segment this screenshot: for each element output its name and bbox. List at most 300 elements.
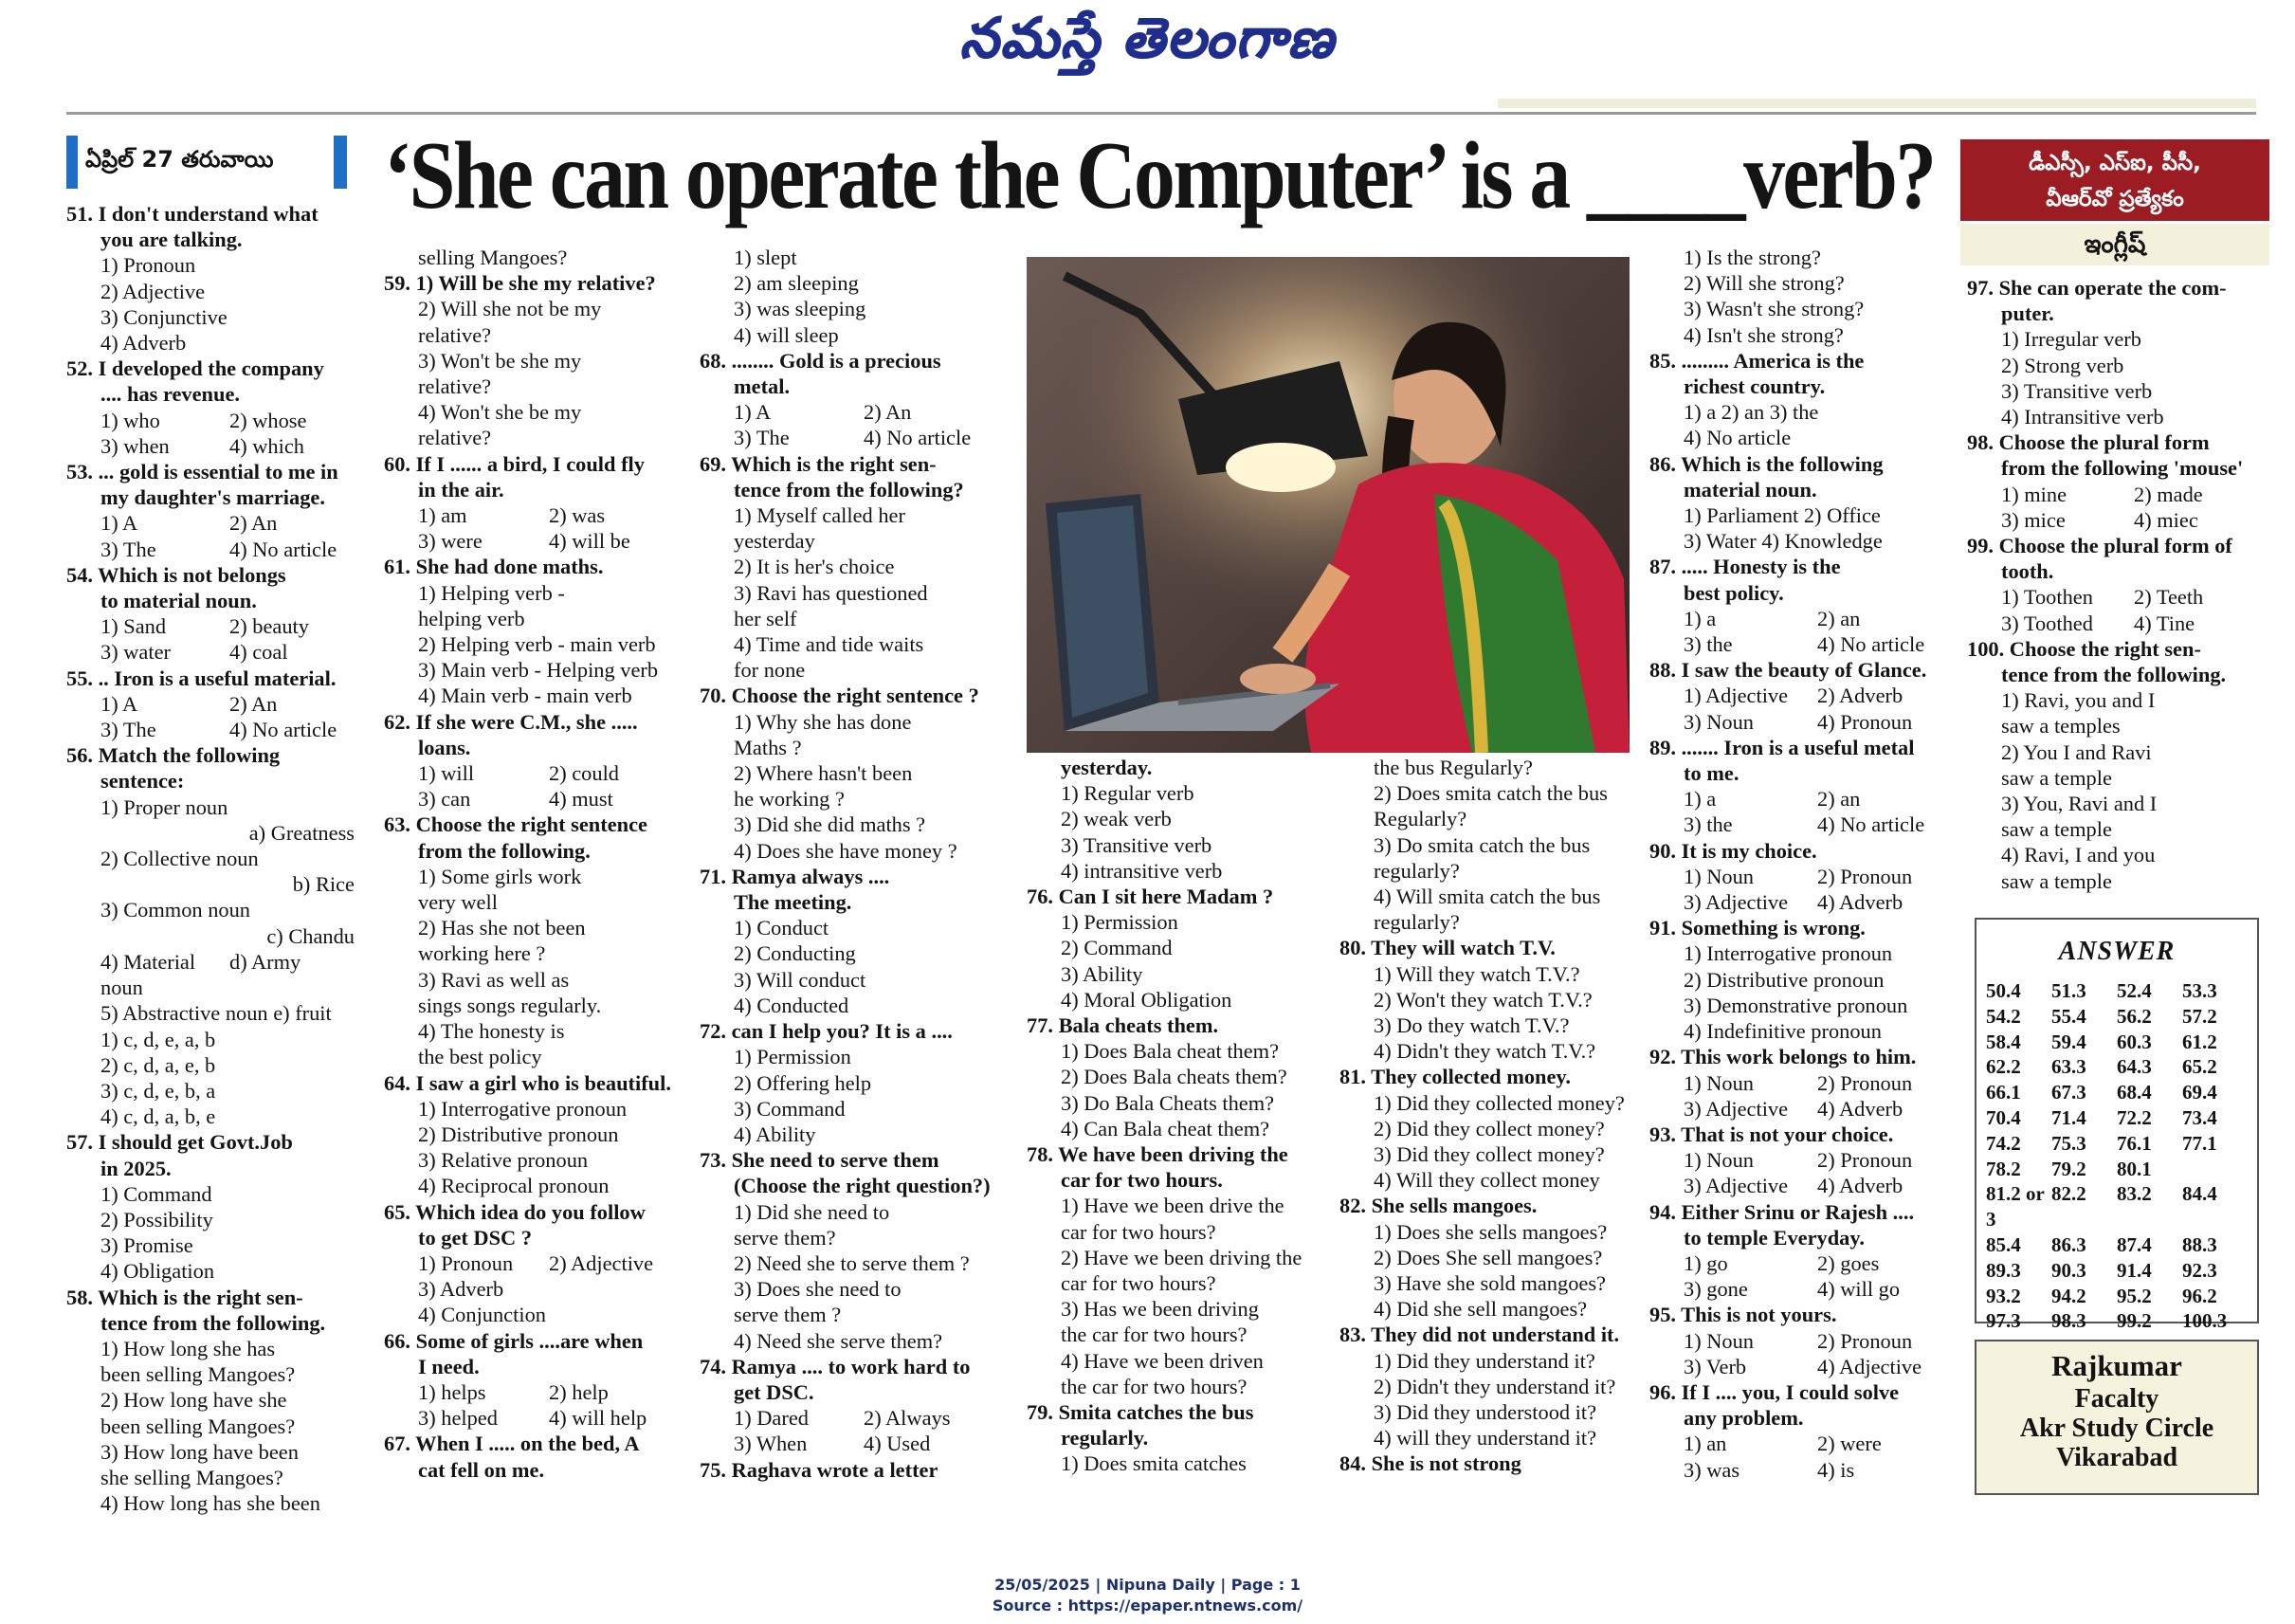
option-text: 3) water — [100, 640, 171, 665]
option-text: 3) Does she need to — [734, 1277, 902, 1302]
answer-cell: 85.4 — [1986, 1232, 2021, 1256]
option-text: 1) Command — [100, 1181, 212, 1206]
answer-cell: 65.2 — [2182, 1055, 2217, 1079]
question-text: 83. They did not understand it. — [1339, 1323, 1620, 1347]
option-text: she selling Mangoes? — [100, 1465, 283, 1489]
question-continuation: to me. — [1684, 761, 1739, 786]
question-continuation: my daughter's marriage. — [100, 485, 325, 510]
option-text: the best policy — [418, 1045, 542, 1069]
option-text: 2) made — [2134, 482, 2203, 506]
question-continuation: best policy. — [1684, 580, 1784, 605]
option-pair — [66, 510, 358, 536]
answer-cell: 92.3 — [2182, 1258, 2217, 1282]
option-pair — [700, 1431, 993, 1456]
option-text: her self — [734, 606, 797, 630]
option-text: 4) Ability — [734, 1122, 816, 1146]
question-continuation: richest country. — [1684, 374, 1826, 399]
option-pair — [384, 760, 680, 786]
question-continuation: tence from the following. — [2001, 663, 2227, 687]
option-text: the car for two hours? — [1061, 1374, 1248, 1398]
option-text: 1) Permission — [734, 1045, 851, 1069]
option-text: 2) Conducting — [734, 941, 856, 966]
question-continuation: any problem. — [1684, 1406, 1804, 1431]
option-text: a) Greatness — [248, 820, 355, 845]
option-text: 3) Will conduct — [734, 967, 866, 992]
option-text: 4) No article — [1684, 426, 1792, 450]
question-continuation: puter. — [2001, 301, 2054, 326]
question-text: 77. Bala cheats them. — [1027, 1013, 1219, 1038]
option-text: 4) Obligation — [100, 1259, 215, 1284]
answer-cell: 77.1 — [2182, 1131, 2217, 1155]
option-text: 4) Conducted — [734, 993, 849, 1017]
answer-cell: 80.1 — [2117, 1157, 2152, 1180]
answer-cell: 51.3 — [2051, 979, 2086, 1002]
option-text: the car for two hours? — [1061, 1323, 1248, 1347]
option-text: 2) Adjective — [100, 279, 206, 303]
option-text: 1) Have we been drive the — [1061, 1194, 1284, 1218]
option-pair — [66, 537, 358, 562]
answer-cell: 91.4 — [2117, 1258, 2152, 1282]
option-text: 4) Adverb — [100, 331, 187, 356]
option-pair — [66, 717, 358, 742]
question-text: 91. Something is wrong. — [1649, 916, 1866, 940]
option-text: 4) Conjunction — [418, 1303, 546, 1327]
masthead-title: నమస్తే తెలంగాణ — [959, 6, 1336, 70]
option-pair — [66, 433, 358, 459]
question-text: 97. She can operate the com- — [1967, 276, 2227, 300]
question-text: 75. Raghava wrote a letter — [700, 1457, 938, 1482]
option-text: 4) miec — [2134, 507, 2198, 532]
option-text: relative? — [418, 322, 492, 347]
option-text: 3) Do smita catch the bus — [1374, 832, 1591, 857]
option-pair — [384, 502, 680, 528]
option-text: 3) Did she did maths ? — [734, 812, 926, 837]
option-pair — [1649, 1096, 1951, 1122]
option-text: 1) an — [1684, 1432, 1727, 1456]
option-text: been selling Mangoes? — [100, 1362, 296, 1387]
option-text: 2) Distributive pronoun — [1684, 967, 1885, 992]
answer-cell: 90.3 — [2051, 1258, 2086, 1282]
option-text: 4) Intransitive verb — [2001, 405, 2164, 429]
option-pair — [384, 1250, 680, 1276]
answer-cell: 79.2 — [2051, 1157, 2086, 1180]
page-title: ‘She can operate the Computer’ is a ____verb? — [384, 122, 1935, 229]
answer-cell: 93.2 — [1986, 1284, 2021, 1307]
option-text: 2) Strong verb — [2001, 353, 2124, 377]
answer-cell: 68.4 — [2117, 1081, 2152, 1104]
option-text: 1) Does smita catches — [1061, 1451, 1247, 1476]
option-text: 1) helps — [418, 1379, 486, 1404]
option-pair — [1967, 584, 2267, 610]
option-text: 3) Ravi has questioned — [734, 580, 928, 605]
option-pair — [1967, 611, 2267, 636]
option-text: 4) Adverb — [1817, 1174, 1903, 1198]
option-text: 2) help — [549, 1379, 609, 1404]
question-text: 94. Either Srinu or Rajesh .... — [1649, 1199, 1915, 1224]
question-continuation: regularly. — [1061, 1426, 1149, 1451]
option-text: 2) Have we been driving the — [1061, 1245, 1302, 1269]
question-column-1 — [66, 201, 358, 1516]
question-text: 64. I saw a girl who is beautiful. — [384, 1070, 671, 1095]
option-text: 1) Sand — [100, 614, 167, 639]
option-text: been selling Mangoes? — [100, 1414, 296, 1438]
option-text: 1) Ravi, you and I — [2001, 688, 2156, 713]
question-text: 68. ........ Gold is a precious — [700, 348, 941, 373]
question-text: 90. It is my choice. — [1649, 838, 1817, 863]
option-text: 2) Collective noun — [100, 847, 259, 871]
question-text: 96. If I .... you, I could solve — [1649, 1379, 1900, 1404]
option-text: c) Chandu — [266, 923, 355, 948]
question-continuation: in the air. — [418, 477, 504, 502]
option-text: 2) Will she strong? — [1684, 271, 1845, 296]
option-pair — [1649, 812, 1951, 837]
option-pair — [1649, 786, 1951, 812]
question-continuation: from the following. — [418, 838, 591, 863]
option-text: 2) were — [1817, 1432, 1882, 1456]
answer-cell: 94.2 — [2051, 1284, 2086, 1307]
option-text: 4) Can Bala cheat them? — [1061, 1116, 1270, 1140]
answer-cell: 66.1 — [1986, 1081, 2021, 1104]
answer-cell: 56.2 — [2117, 1004, 2152, 1028]
answer-key — [1975, 918, 2259, 1333]
answer-cell: 86.3 — [2051, 1232, 2086, 1256]
option-text: 3) gone — [1684, 1277, 1748, 1302]
option-text: b) Rice — [292, 872, 355, 897]
option-pair — [1649, 1070, 1951, 1096]
option-text: sings songs regularly. — [418, 993, 602, 1017]
option-pair — [1649, 606, 1951, 631]
option-text: 1) c, d, e, a, b — [100, 1027, 216, 1051]
option-text: 2) How long have she — [100, 1388, 287, 1413]
option-text: 3) the — [1684, 812, 1733, 837]
question-text: 78. We have been driving the — [1027, 1142, 1288, 1167]
question-text: 74. Ramya .... to work hard to — [700, 1354, 971, 1378]
question-column-2 — [384, 245, 680, 1483]
option-text: 3) Did they collect money? — [1374, 1142, 1605, 1167]
option-text: 4) Adverb — [1817, 890, 1903, 915]
option-text: 2) am sleeping — [734, 271, 859, 296]
option-text: 2) An — [864, 400, 912, 425]
option-text: 3) The — [100, 537, 156, 561]
option-text: 3) Adjective — [1684, 1174, 1789, 1198]
answer-cell: 59.4 — [2051, 1030, 2086, 1053]
question-text: 56. Match the following — [66, 743, 281, 768]
option-text: saw a temples — [2001, 714, 2121, 739]
option-text: 1) Conduct — [734, 916, 829, 940]
option-pair — [1649, 1173, 1951, 1198]
option-text: 4) Reciprocal pronoun — [418, 1174, 610, 1198]
option-text: 2) Won't they watch T.V.? — [1374, 987, 1593, 1012]
question-column-6 — [1649, 245, 1951, 1483]
option-text: 4) Have we been driven — [1061, 1348, 1264, 1373]
option-text: 1) Noun — [1684, 1328, 1755, 1353]
option-text: 4) Adverb — [1817, 1096, 1903, 1121]
option-pair — [1967, 482, 2267, 507]
footer-page-info: 25/05/2025 | Nipuna Daily | Page : 1 — [994, 1576, 1301, 1594]
option-pair — [1649, 1354, 1951, 1379]
question-text: 60. If I ...... a bird, I could fly — [384, 451, 645, 476]
answer-cell: 83.2 — [2117, 1182, 2152, 1206]
option-text: 4) No article — [229, 537, 337, 561]
option-text: 2) goes — [1817, 1250, 1880, 1275]
option-text: 2) Always — [864, 1406, 951, 1431]
option-text: 4) Did she sell mangoes? — [1374, 1297, 1588, 1322]
question-text: 79. Smita catches the bus — [1027, 1400, 1254, 1425]
question-continuation: get DSC. — [734, 1379, 814, 1404]
option-text: 2) Helping verb - main verb — [418, 632, 656, 657]
option-text: 1) How long she has — [100, 1336, 276, 1360]
option-text: 1) am — [418, 503, 467, 528]
question-continuation: in 2025. — [100, 1156, 172, 1180]
option-text: working here ? — [418, 941, 546, 966]
option-text: 2) Has she not been — [418, 916, 586, 940]
option-text: 3) Main verb - Helping verb — [418, 658, 659, 683]
answer-cell: 84.4 — [2182, 1182, 2217, 1206]
option-text: 3) Water 4) Knowledge — [1684, 529, 1883, 554]
option-text: 1) mine — [2001, 482, 2067, 506]
option-text: relative? — [418, 374, 492, 399]
option-pair — [384, 1405, 680, 1431]
option-text: the bus Regularly? — [1374, 756, 1533, 779]
answer-cell: 50.4 — [1986, 979, 2021, 1002]
answer-cell: 70.4 — [1986, 1105, 2021, 1129]
option-text: 2) Does smita catch the bus — [1374, 781, 1608, 806]
question-continuation: loans. — [418, 735, 471, 759]
option-pair — [66, 408, 358, 433]
question-text: 66. Some of girls ....are when — [384, 1328, 644, 1353]
option-text: regularly? — [1374, 858, 1460, 883]
option-text: 1) Is the strong? — [1684, 246, 1821, 269]
question-text: 99. Choose the plural form of — [1967, 534, 2232, 558]
option-pair — [66, 613, 358, 639]
option-text: very well — [418, 890, 498, 915]
option-text: 4) c, d, a, b, e — [100, 1104, 216, 1129]
option-text: 3) Relative pronoun — [418, 1148, 589, 1173]
answer-cell: 55.4 — [2051, 1004, 2086, 1028]
option-text: 4) will sleep — [734, 322, 839, 347]
answer-cell: 95.2 — [2117, 1284, 2152, 1307]
question-continuation: tooth. — [2001, 559, 2054, 584]
option-text: 4) intransitive verb — [1061, 858, 1223, 883]
option-text: 3) How long have been — [100, 1439, 299, 1464]
option-text: 1) A — [100, 691, 138, 716]
option-text: 1) who — [100, 408, 160, 432]
question-continuation: to get DSC ? — [418, 1225, 533, 1250]
option-text: 1) Pronoun — [100, 253, 196, 278]
option-text: saw a temple — [2001, 765, 2112, 790]
question-continuation: I need. — [418, 1354, 480, 1378]
question-text: 61. She had done maths. — [384, 555, 604, 579]
option-text: 4) must — [549, 787, 613, 812]
option-text: 1) a — [1684, 787, 1717, 812]
option-text: 3) the — [1684, 632, 1733, 657]
exam-tag — [1960, 139, 2269, 221]
option-text: 3) Promise — [100, 1233, 193, 1258]
answer-cell: 58.4 — [1986, 1030, 2021, 1053]
answer-cell: 64.3 — [2117, 1055, 2152, 1079]
option-text: relative? — [418, 426, 492, 450]
option-text: 2) weak verb — [1061, 807, 1172, 831]
question-continuation: metal. — [734, 374, 791, 399]
option-text: 4) Does she have money ? — [734, 838, 957, 863]
option-text: 3) Has we been driving — [1061, 1297, 1259, 1322]
option-pair — [1649, 1328, 1951, 1354]
option-text: 1) will — [418, 761, 475, 786]
question-text: 54. Which is not belongs — [66, 562, 286, 587]
option-text: 2) Teeth — [2134, 585, 2204, 610]
question-continuation: The meeting. — [734, 890, 852, 915]
option-text: 4) Adjective — [1817, 1354, 1922, 1378]
answer-cell: 74.2 — [1986, 1131, 2021, 1155]
option-text: 3) were — [418, 529, 483, 554]
option-text: 1) Interrogative pronoun — [1684, 941, 1893, 966]
answer-cell: 81.2 or 3 — [1986, 1182, 2045, 1232]
option-pair — [700, 425, 993, 450]
answer-key-grid — [1976, 967, 2257, 1334]
question-text: 67. When I ..... on the bed, A — [384, 1432, 640, 1456]
option-text: 3) Adverb — [418, 1277, 504, 1302]
option-text: 4) will go — [1817, 1277, 1901, 1302]
option-text: 2) You I and Ravi — [2001, 739, 2152, 764]
option-text: 3) Ability — [1061, 961, 1143, 986]
option-text: 1) Adjective — [1684, 684, 1789, 708]
option-text: 3) The — [734, 426, 790, 450]
option-text: 1) A — [734, 400, 772, 425]
option-text: 2) An — [229, 691, 278, 716]
option-text: 3) Did they understood it? — [1374, 1400, 1597, 1425]
footer-source: Source : https://epaper.ntnews.com/ — [992, 1597, 1303, 1615]
option-text: 1) slept — [734, 246, 797, 269]
option-text: regularly? — [1374, 910, 1460, 935]
option-text: selling Mangoes? — [418, 246, 568, 269]
question-text: 89. ....... Iron is a useful metal — [1649, 735, 1915, 759]
question-text: 84. She is not strong — [1339, 1451, 1521, 1476]
option-text: 4) No article — [1817, 632, 1925, 657]
option-text: 3) Adjective — [1684, 890, 1789, 915]
option-text: 1) Proper noun — [100, 794, 228, 819]
option-text: 4) is — [1817, 1457, 1855, 1482]
question-continuation: sentence: — [100, 769, 185, 794]
option-pair — [66, 639, 358, 665]
option-text: 2) Does Bala cheats them? — [1061, 1065, 1287, 1089]
answer-cell: 63.3 — [2051, 1055, 2086, 1079]
option-text: 3) Ravi as well as — [418, 967, 570, 992]
option-text: 3) was — [1684, 1457, 1740, 1482]
answer-cell: 76.1 — [2117, 1131, 2152, 1155]
option-pair — [66, 949, 358, 1000]
option-text: 2) Did they collect money? — [1374, 1116, 1605, 1140]
option-text: 2) Will she not be my — [418, 297, 602, 321]
option-text: 4) How long has she been — [100, 1491, 320, 1516]
question-text: 85. ......... America is the — [1649, 348, 1865, 373]
question-text: 57. I should get Govt.Job — [66, 1130, 293, 1155]
option-text: 3) Do they watch T.V.? — [1374, 1013, 1570, 1038]
option-pair — [384, 786, 680, 812]
option-pair — [1967, 507, 2267, 533]
option-pair — [66, 691, 358, 717]
option-text: 2) an — [1817, 606, 1861, 630]
option-pair — [700, 1405, 993, 1431]
option-text: 1) Parliament 2) Office — [1684, 503, 1881, 528]
option-text: 1) Did they understand it? — [1374, 1348, 1595, 1373]
option-text: 4) Isn't she strong? — [1684, 322, 1844, 347]
option-text: 1) a — [1684, 606, 1717, 630]
question-text: 92. This work belongs to him. — [1649, 1045, 1917, 1069]
question-continuation: tence from the following. — [100, 1310, 326, 1335]
question-text: 86. Which is the following — [1649, 451, 1884, 476]
option-text: 1) Did they collected money? — [1374, 1090, 1625, 1115]
option-text: 4) Tine — [2134, 611, 2195, 635]
question-continuation: to material noun. — [100, 589, 257, 613]
option-text: 2) Where hasn't been — [734, 761, 913, 786]
option-text: 1) Irregular verb — [2001, 327, 2141, 352]
option-text: 3) Do Bala Cheats them? — [1061, 1090, 1275, 1115]
question-column-5 — [1339, 755, 1633, 1477]
option-text: 1) Regular verb — [1061, 781, 1194, 806]
option-text: 2) whose — [229, 408, 307, 432]
answer-cell: 88.3 — [2182, 1232, 2217, 1256]
option-text: 2) Distributive pronoun — [418, 1122, 619, 1146]
option-text: 1) Did she need to — [734, 1199, 890, 1224]
answer-cell: 87.4 — [2117, 1232, 2152, 1256]
option-text: 2) Didn't they understand it? — [1374, 1374, 1616, 1398]
option-text: 1) Pronoun — [418, 1250, 514, 1275]
option-text: 1) Does she sells mangoes? — [1374, 1219, 1608, 1244]
question-continuation: you are talking. — [100, 228, 243, 252]
option-text: 4) Pronoun — [1817, 709, 1913, 734]
option-pair — [1649, 1276, 1951, 1302]
top-rule — [66, 112, 2256, 115]
option-text: 3) Toothed — [2001, 611, 2093, 635]
answer-cell: 73.4 — [2182, 1105, 2217, 1129]
question-text: 98. Choose the plural form — [1967, 430, 2210, 455]
option-pair — [700, 399, 993, 425]
option-text: 4) will help — [549, 1406, 647, 1431]
answer-cell: 89.3 — [1986, 1258, 2021, 1282]
question-text: 87. ..... Honesty is the — [1649, 555, 1841, 579]
option-text: saw a temple — [2001, 868, 2112, 893]
option-text: 2) was — [549, 503, 606, 528]
subject-tag: ఇంగ్లీష్ — [1960, 224, 2269, 265]
option-text: 4) Indefinitive pronoun — [1684, 1019, 1882, 1044]
option-text: 1) Why she has done — [734, 709, 912, 734]
question-text: 82. She sells mangoes. — [1339, 1194, 1538, 1218]
option-text: 4) Need she serve them? — [734, 1328, 943, 1353]
answer-cell: 99.2 — [2117, 1309, 2152, 1333]
option-text: 2) Adverb — [1817, 684, 1903, 708]
question-continuation: yesterday. — [1061, 756, 1153, 779]
author-location: Vikarabad — [2055, 1443, 2178, 1472]
option-text: 4) which — [229, 433, 304, 458]
top-band — [1498, 99, 2256, 108]
question-text: 95. This is not yours. — [1649, 1303, 1837, 1327]
option-text: 1) a 2) an 3) the — [1684, 400, 1819, 425]
question-text: 72. can I help you? It is a .... — [700, 1019, 953, 1044]
option-text: 3) was sleeping — [734, 297, 866, 321]
question-continuation: cat fell on me. — [418, 1457, 545, 1482]
option-pair — [1649, 709, 1951, 735]
option-text: 3) Have she sold mangoes? — [1374, 1271, 1606, 1296]
option-text: 2) an — [1817, 787, 1861, 812]
option-text: 3) Won't be she my — [418, 348, 582, 373]
option-text: 3) Conjunctive — [100, 304, 228, 329]
question-column-3 — [700, 245, 993, 1483]
option-text: serve them? — [734, 1225, 836, 1250]
illustration-photo — [1027, 257, 1630, 753]
option-text: 1) Noun — [1684, 1070, 1755, 1095]
option-text: 1) Noun — [1684, 864, 1755, 888]
option-text: for none — [734, 658, 806, 683]
